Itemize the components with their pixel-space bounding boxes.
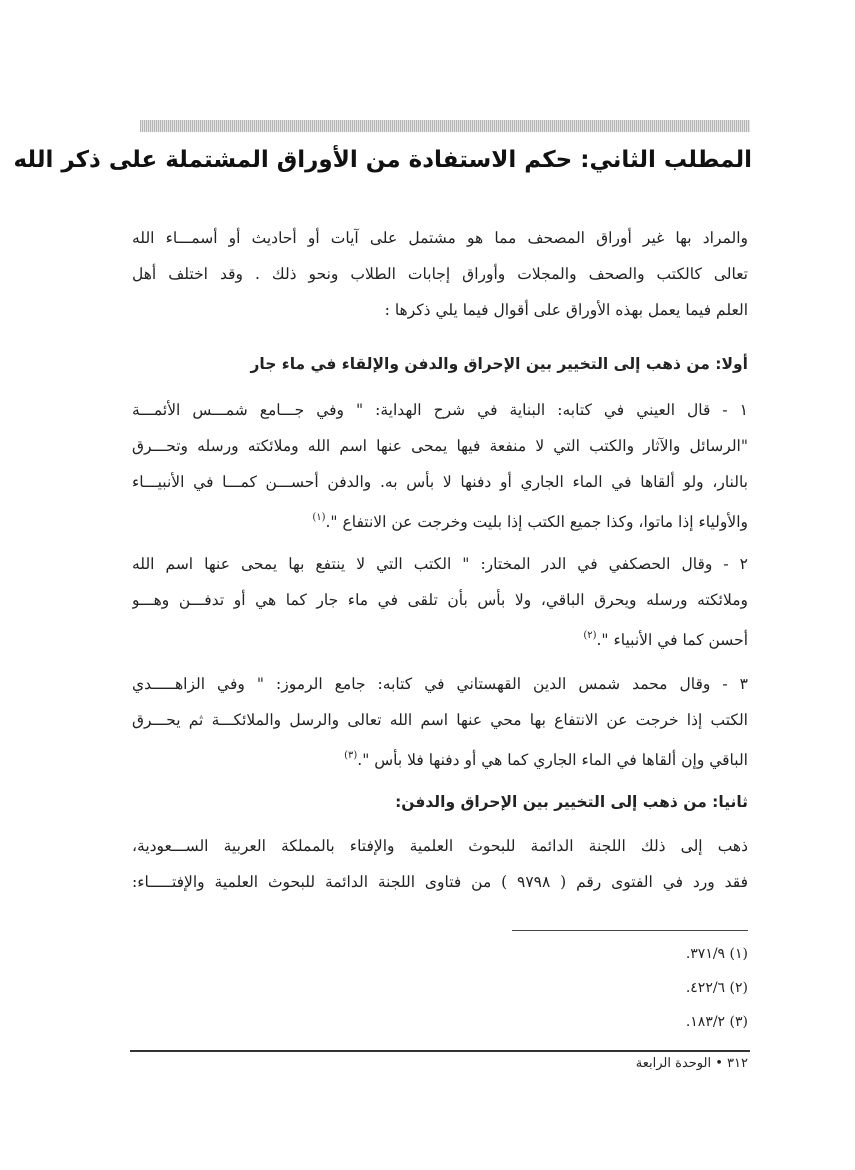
quote-item-1 <box>132 392 748 536</box>
intro-line: والمراد بها غير أوراق المصحف مما هو مشتمل على آيات أو أحاديث أو أسمـــاء الله <box>132 229 748 247</box>
committee-paragraph <box>132 828 748 900</box>
footnote-ref: (٣) <box>344 750 358 761</box>
quote-line-text: والأولياء إذا ماتوا، وكذا جميع الكتب إذا بليت وخرجت عن الانتفاع ". <box>325 513 748 531</box>
page-number: ٣١٢ <box>727 1056 748 1071</box>
quote-item-2 <box>132 546 748 654</box>
quote-line: ٢ - وقال الحصكفي في الدر المختار: " الكتب التي لا ينتفع بها يمحى عنها اسم الله <box>132 555 748 573</box>
quote-line: ٣ - وقال محمد شمس الدين القهستاني في كتابه: جامع الرموز: " وفي الزاهـــــدي <box>132 675 748 693</box>
quote-line: بالنار، ولو ألقاها في الماء الجاري أو دفنها لا بأس به. والدفن أحســـن كمـــا في الأنبيـــاء <box>132 473 748 491</box>
quote-line <box>132 738 748 774</box>
quote-line <box>132 618 748 654</box>
footer-rule <box>130 1050 750 1052</box>
footnote-ref: (٢) <box>583 630 597 641</box>
intro-line: العلم فيما يعمل بهذه الأوراق على أقوال فيما يلي ذكرها : <box>384 301 748 319</box>
quote-line-text: الباقي وإن ألقاها في الماء الجاري كما هي أو دفنها فلا بأس ". <box>357 751 748 769</box>
quote-line: الكتب إذا خرجت عن الانتفاع بها محي عنها اسم الله تعالى والرسل والملائكـــة ثم يحـــرق <box>132 711 748 729</box>
heading-second-opinion: ثانيا: من ذهب إلى التخيير بين الإحراق والدفن: <box>395 793 748 811</box>
quote-line <box>132 500 748 536</box>
footnote: (٣) ١٨٣/٢. <box>685 1014 748 1030</box>
paragraph-line: فقد ورد في الفتوى رقم ( ٩٧٩٨ ) من فتاوى اللجنة الدائمة للبحوث العلمية والإفتـــــاء: <box>132 873 748 891</box>
footer-bullet: • <box>715 1056 723 1071</box>
quote-item-3 <box>132 666 748 774</box>
unit-label: الوحدة الرابعة <box>635 1056 712 1071</box>
section-title: المطلب الثاني: حكم الاستفادة من الأوراق المشتملة على ذكر الله <box>13 147 752 173</box>
page-footer <box>500 1054 748 1074</box>
paragraph-line: ذهب إلى ذلك اللجنة الدائمة للبحوث العلمية والإفتاء بالمملكة العربية الســـعودية، <box>132 837 748 855</box>
quote-line: ١ - قال العيني في كتابه: البناية في شرح الهداية: " وفي جـــامع شمـــس الأئمـــة <box>132 401 748 419</box>
quote-line: "الرسائل والآثار والكتب التي لا منفعة فيها يمحى عنها اسم الله وملائكته ورسله وتحـــرق <box>132 437 748 455</box>
footnote-ref: (١) <box>312 512 326 523</box>
intro-line: تعالى كالكتب والصحف والمجلات وأوراق إجابات الطلاب ونحو ذلك . وقد اختلف أهل <box>132 265 748 283</box>
heading-first-opinion: أولا: من ذهب إلى التخيير بين الإحراق والدفن والإلقاء في ماء جار <box>250 355 748 373</box>
title-decorative-band <box>140 120 750 132</box>
footnote: (٢) ٤٢٢/٦. <box>685 980 748 996</box>
footnote-divider <box>512 930 748 931</box>
quote-line: وملائكته ورسله ويحرق الباقي، ولا بأس بأن تلقى في ماء جار كما هي أو تدفـــن وهـــو <box>132 591 748 609</box>
footnote: (١) ٣٧١/٩. <box>685 946 748 962</box>
quote-line-text: أحسن كما في الأنبياء ". <box>596 631 748 649</box>
intro-paragraph <box>132 220 748 328</box>
